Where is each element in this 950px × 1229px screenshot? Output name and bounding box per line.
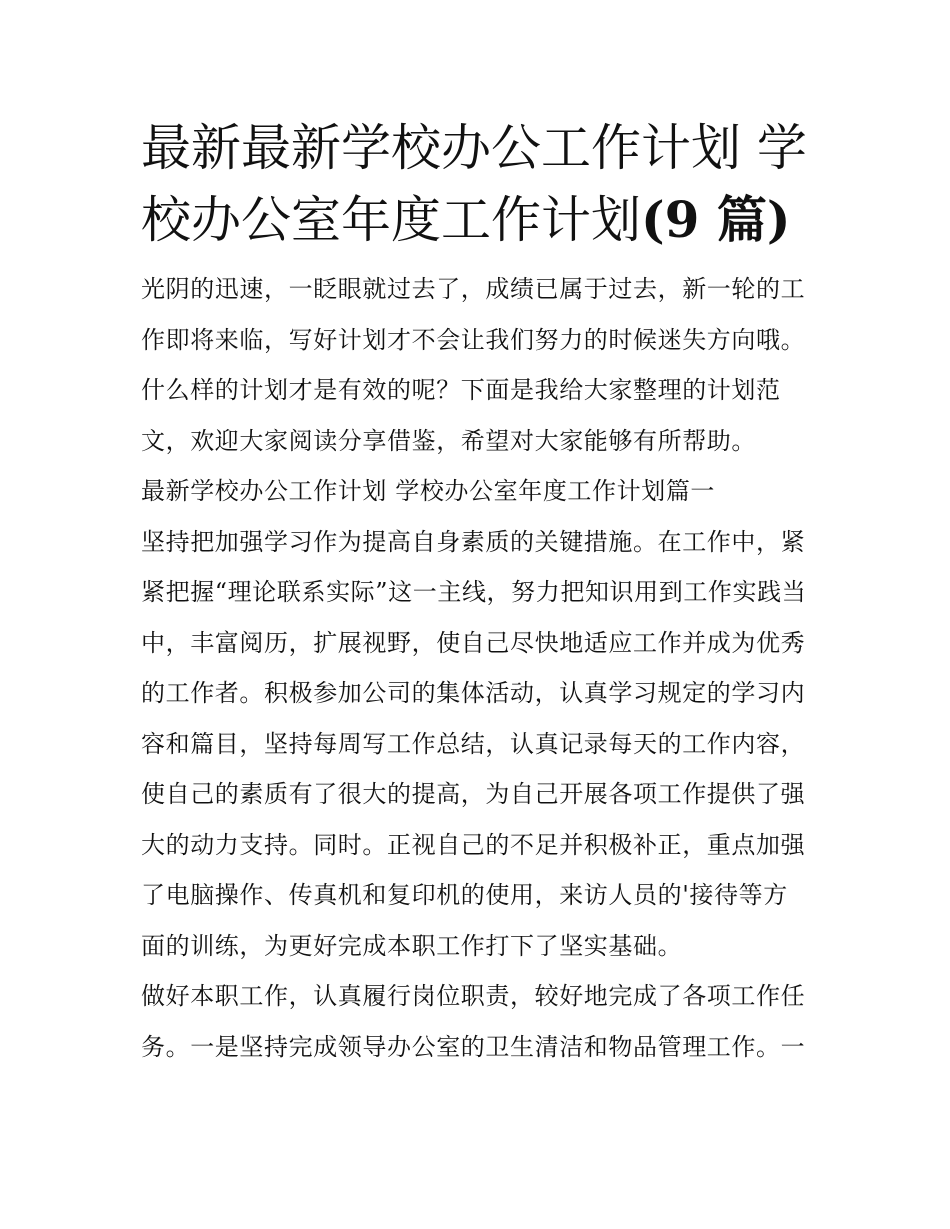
text-line: 使自己的素质有了很大的提高，为自己开展各项工作提供了强	[141, 780, 806, 808]
title-line-2-text: 校办公室年度工作计划	[141, 191, 641, 249]
title-line-2	[141, 184, 813, 256]
text-line: 坚持把加强学习作为提高自身素质的关键措施。在工作中，紧	[141, 527, 806, 556]
title-line-1: 最新最新学校办公工作计划 学	[141, 119, 807, 177]
text-line: 紧把握“理论联系实际”这一主线，努力把知识用到工作实践当	[141, 578, 807, 606]
text-line: 作即将来临，写好计划才不会让我们努力的时候迷失方向哦。	[141, 325, 806, 354]
text-line: 光阴的迅速，一眨眼就过去了，成绩已属于过去，新一轮的工	[141, 275, 806, 303]
text-line: 中，丰富阅历，扩展视野，使自己尽快地适应工作并成为优秀	[141, 628, 806, 657]
title-line-2-bold: (9 篇)	[641, 190, 791, 249]
document-content	[141, 112, 813, 1072]
text-line: 容和篇目，坚持每周写工作总结，认真记录每天的工作内容，	[141, 729, 806, 758]
text-line: 的工作者。积极参加公司的集体活动，认真学习规定的学习内	[141, 679, 806, 707]
text-line: 了电脑操作、传真机和复印机的使用，来访人员的'接待等方	[141, 881, 788, 909]
document-title	[141, 112, 813, 256]
text-line: 做好本职工作，认真履行岗位职责，较好地完成了各项工作任	[141, 982, 806, 1010]
text-line: 什么样的计划才是有效的呢？下面是我给大家整理的计划范	[141, 376, 781, 404]
paragraph-study	[141, 517, 813, 972]
text-line: 文，欢迎大家阅读分享借鉴，希望对大家能够有所帮助。	[141, 426, 756, 455]
text-line: 务。一是坚持完成领导办公室的卫生清洁和物品管理工作。一	[141, 1032, 806, 1061]
document-body	[141, 264, 813, 1072]
paragraph-duties	[141, 971, 813, 1072]
text-line: 面的训练，为更好完成本职工作打下了坚实基础。	[141, 931, 683, 960]
paragraph-intro	[141, 264, 813, 466]
text-line: 最新学校办公工作计划 学校办公室年度工作计划篇一	[141, 477, 716, 505]
section-heading	[141, 466, 813, 517]
text-line: 大的动力支持。同时。正视自己的不足并积极补正，重点加强	[141, 830, 806, 859]
